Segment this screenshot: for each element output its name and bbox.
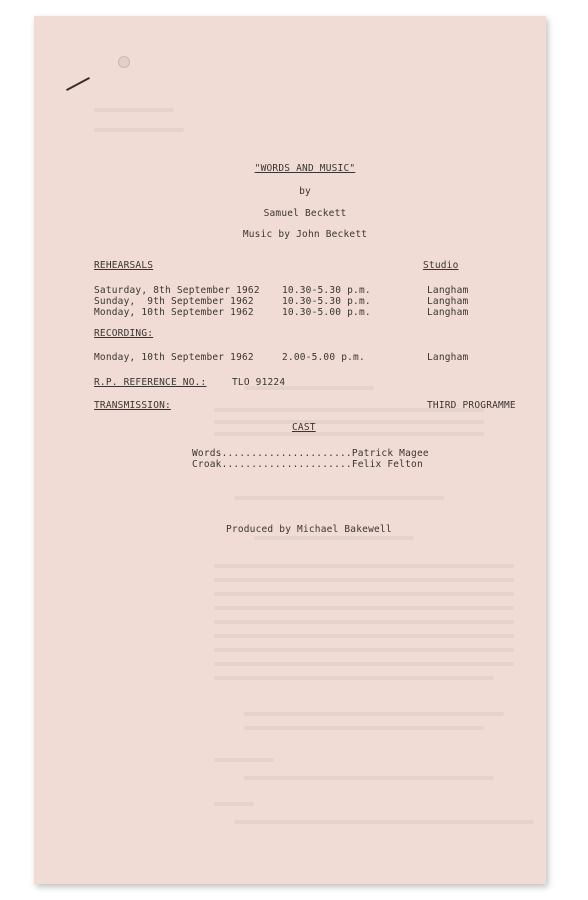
rehearsal-date-2: Sunday, 9th September 1962 [94, 296, 254, 307]
transmission-label: TRANSMISSION: [94, 400, 171, 411]
recording-studio: Langham [427, 352, 469, 363]
cast-line-croak: Croak......................Felix Felton [192, 459, 423, 470]
staple-mark [66, 77, 90, 91]
rehearsal-date-1: Saturday, 8th September 1962 [94, 285, 260, 296]
rehearsal-time-3: 10.30-5.00 p.m. [282, 307, 371, 318]
cast-heading: CAST [292, 422, 316, 433]
recording-heading: RECORDING: [94, 328, 154, 339]
rehearsal-time-2: 10.30-5.30 p.m. [282, 296, 371, 307]
rehearsal-time-1: 10.30-5.30 p.m. [282, 285, 371, 296]
rehearsal-studio-2: Langham [427, 296, 469, 307]
by-line: by [299, 186, 311, 197]
rehearsals-heading: REHEARSALS [94, 260, 154, 271]
transmission-value: THIRD PROGRAMME [427, 400, 516, 411]
rehearsal-studio-3: Langham [427, 307, 469, 318]
play-title: "WORDS AND MUSIC" [254, 163, 356, 174]
producer-credit: Produced by Michael Bakewell [226, 524, 392, 535]
rp-reference-label: R.P. REFERENCE NO.: [94, 377, 207, 388]
punch-hole [118, 56, 130, 68]
cast-line-words: Words......................Patrick Magee [192, 448, 429, 459]
music-credit: Music by John Beckett [242, 229, 368, 240]
recording-time: 2.00-5.00 p.m. [282, 352, 365, 363]
rehearsal-studio-1: Langham [427, 285, 469, 296]
studio-heading: Studio [423, 260, 459, 271]
recording-date: Monday, 10th September 1962 [94, 352, 254, 363]
script-page [34, 16, 546, 884]
rp-reference-value: TLO 91224 [232, 377, 286, 388]
author: Samuel Beckett [263, 208, 347, 219]
rehearsal-date-3: Monday, 10th September 1962 [94, 307, 254, 318]
